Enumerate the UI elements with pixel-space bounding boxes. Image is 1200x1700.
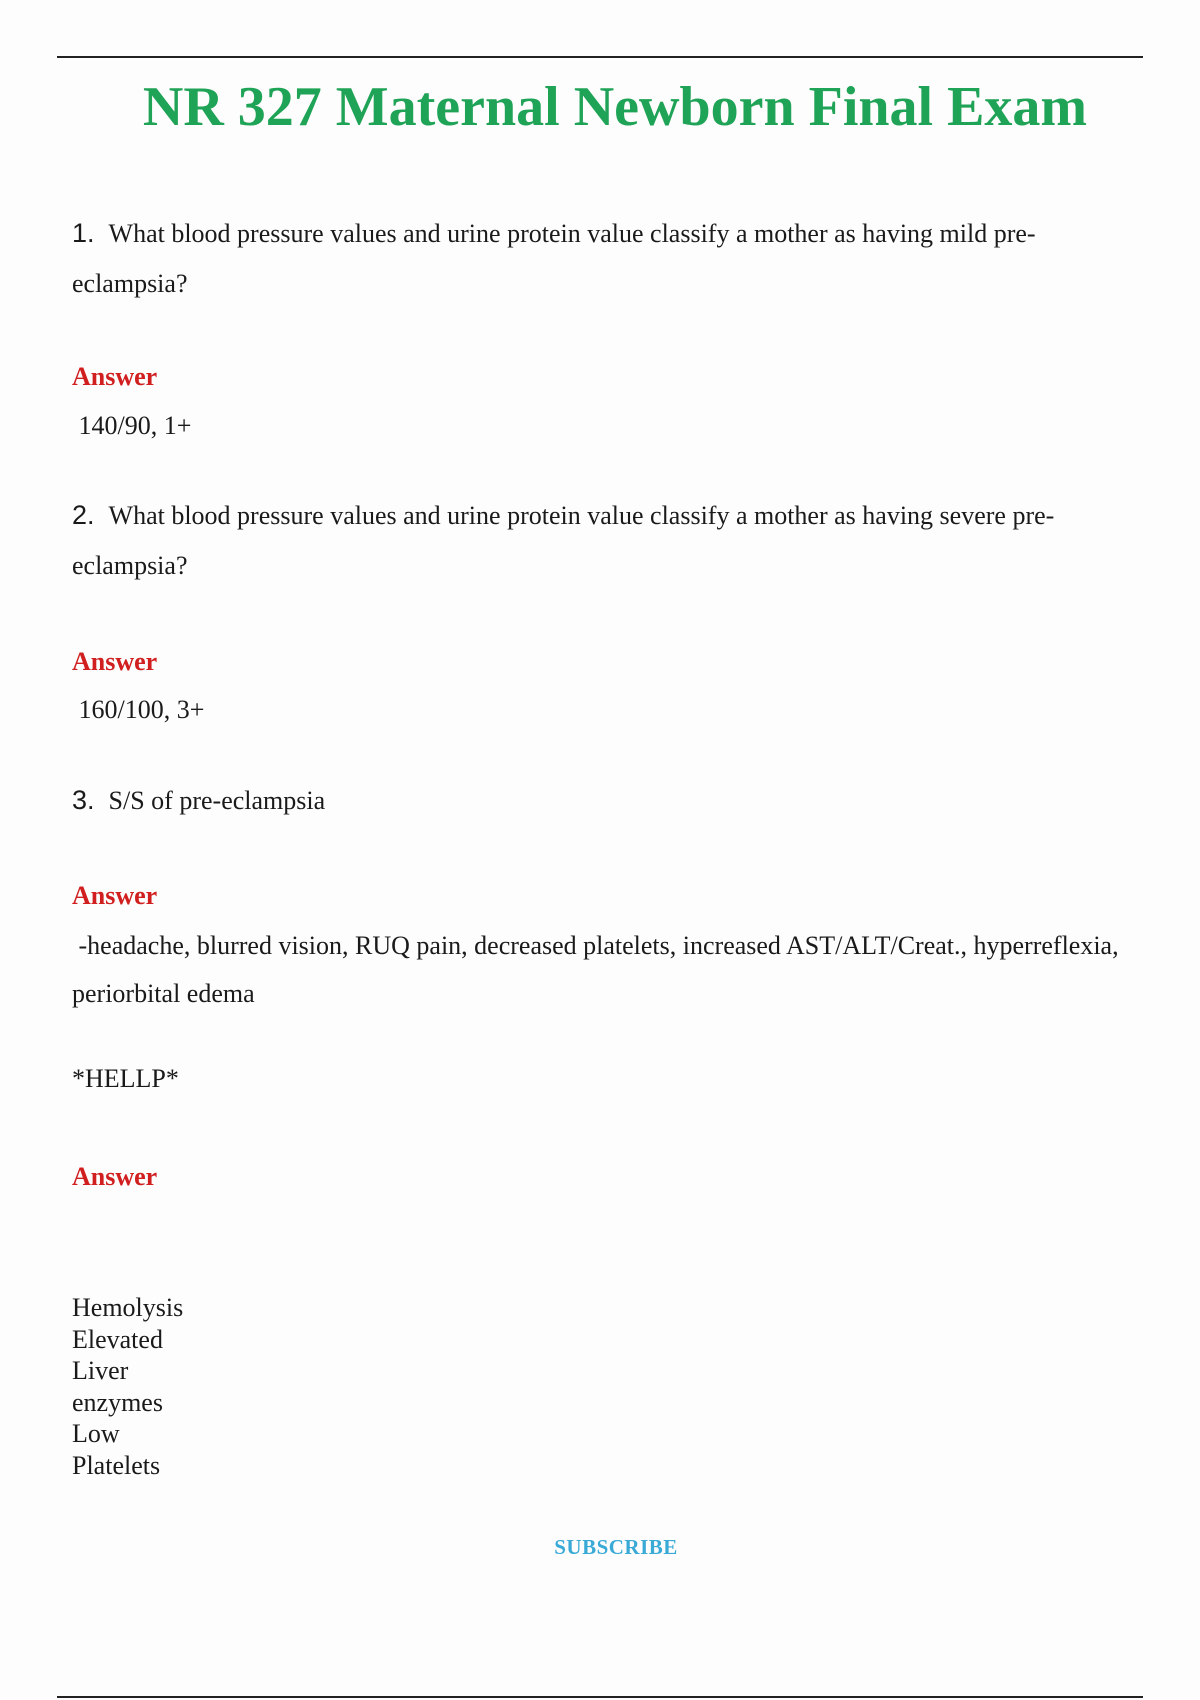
hellp-answer-list xyxy=(72,1292,192,1481)
hellp-question: *HELLP* xyxy=(72,1064,179,1093)
question-1-text: What blood pressure values and urine protein value classify a mother as having mild pre-eclampsia? xyxy=(72,219,1036,298)
hellp-line: enzymes xyxy=(72,1387,163,1417)
question-3-number: 3. xyxy=(72,785,95,815)
hellp-line: Hemolysis xyxy=(72,1293,184,1322)
question-3-text: S/S of pre-eclampsia xyxy=(108,786,326,815)
subscribe-link[interactable]: SUBSCRIBE xyxy=(554,1535,678,1559)
answer-1-text xyxy=(72,402,1132,450)
answer-2-value: 160/100, 3+ xyxy=(78,695,205,724)
hellp-line: Liver xyxy=(72,1356,129,1385)
question-2-number: 2. xyxy=(72,500,95,530)
hellp-line: Low xyxy=(72,1419,120,1448)
question-1 xyxy=(72,208,1132,309)
answer-3-text xyxy=(72,922,1132,1018)
question-2-text: What blood pressure values and urine protein value classify a mother as having severe pre-eclampsia? xyxy=(72,501,1055,580)
question-1-number: 1. xyxy=(72,218,95,248)
answer-3-value: -headache, blurred vision, RUQ pain, decreased platelets, increased AST/ALT/Creat., hyperreflexia, periorbital edema xyxy=(72,931,1119,1008)
hellp-line: Elevated xyxy=(72,1324,163,1354)
answer-2-text xyxy=(72,686,1132,734)
hellp-answer-label: Answer xyxy=(72,1162,158,1191)
answer-1-value: 140/90, 1+ xyxy=(78,411,192,440)
hellp-line: Platelets xyxy=(72,1450,161,1480)
document-title: NR 327 Maternal Newborn Final Exam xyxy=(142,76,1088,138)
bottom-rule xyxy=(57,1696,1143,1698)
question-2 xyxy=(72,490,1132,591)
answer-1-label: Answer xyxy=(72,362,158,391)
answer-3-label: Answer xyxy=(72,881,158,910)
question-3 xyxy=(72,775,1132,826)
top-rule xyxy=(57,56,1143,58)
answer-2-label: Answer xyxy=(72,647,158,676)
